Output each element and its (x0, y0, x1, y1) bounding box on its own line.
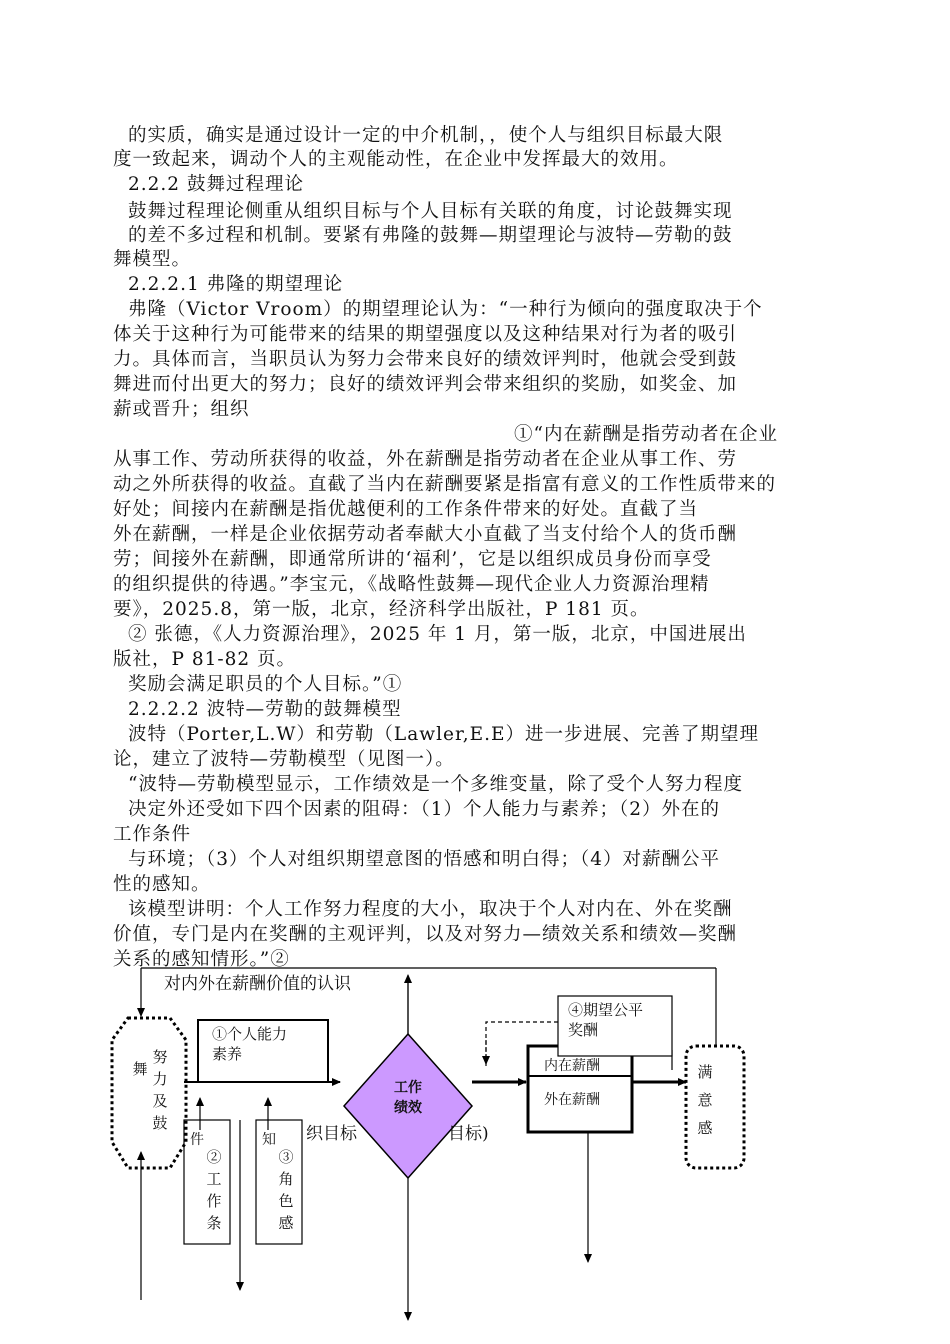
paragraph-line-30: 与环境；（3）个人对组织期望意图的悟感和明白得；（4）对薪酬公平 (128, 849, 721, 870)
footnote-line-6: 的组织提供的待遇。”李宝元，《战略性鼓舞—现代企业人力资源治理精 (113, 574, 710, 595)
extrinsic-reward-label: 外在薪酬 (544, 1092, 600, 1108)
paragraph-line-29: 工作条件 (113, 824, 192, 845)
effort-label-b: 努力及鼓 (152, 1048, 168, 1132)
footnote-line-7: 要》，2025.8，第一版，北京，经济科学出版社，P 181 页。 (113, 599, 650, 620)
paragraph-line-33: 价值，专门是内在奖酬的主观评判，以及对努力—绩效关系和绩效—奖酬 (113, 924, 738, 945)
satisfaction-label: 满意感 (697, 1063, 713, 1137)
paragraph-line-32: 该模型讲明：个人工作努力程度的大小，取决于个人对内在、外在奖酬 (128, 899, 733, 920)
paragraph-line-23: 奖励会满足职员的个人目标。”① (128, 674, 403, 695)
footnote-line-4: 外在薪酬，一样是企业依据劳动者奉献大小直截了当支付给个人的货币酬 (113, 524, 738, 545)
effort-hexagon (112, 1018, 186, 1168)
footnote-line-2: 动之外所获得的收益。直截了当内在薪酬要紧是指富有意义的工作性质带来的 (113, 474, 777, 495)
paragraph-line-31: 性的感知。 (113, 874, 211, 895)
footnote-line-5: 劳；间接外在薪酬，即通常所讲的‘福利’，它是以组织成员身份而享受 (113, 549, 712, 570)
paragraph-line-26: 论，建立了波特—劳勒模型（见图一）。 (113, 749, 455, 770)
role-box-label: ③角色感 (278, 1148, 294, 1232)
paragraph-line-27: “波特—劳勒模型显示，工作绩效是一个多维变量，除了受个人努力程度 (128, 774, 743, 795)
diagram-top-label: 对内外在薪酬价值的认识 (164, 974, 351, 994)
paragraph-line-6: 舞模型。 (113, 249, 192, 270)
paragraph-line-12: 薪或晋升；组织 (113, 399, 250, 420)
paragraph-line-2: 度一致起来，调动个人的主观能动性，在企业中发挥最大的效用。 (113, 149, 679, 170)
satisfaction-box (686, 1046, 744, 1168)
performance-label: 工作 绩效 (394, 1080, 422, 1116)
paragraph-line-34: 关系的感知情形。”② (113, 949, 290, 970)
footnote-line-1: 从事工作、劳动所获得的收益，外在薪酬是指劳动者在企业从事工作、劳 (113, 449, 738, 470)
paragraph-line-9: 体关于这种行为可能带来的结果的期望强度以及这种结果对行为者的吸引 (113, 324, 738, 345)
footnote-line-3: 好处；间接内在薪酬是指优越便利的工作条件带来的好处。直截了当 (113, 499, 699, 520)
footnote-2-line-2: 版社，P 81-82 页。 (113, 649, 297, 670)
paragraph-line-1: 的实质，确实是通过设计一定的中介机制，，使个人与组织目标最大限 (128, 125, 724, 146)
goal-label-1: 织目标 (306, 1124, 357, 1144)
condition-extra-label: 件 (190, 1132, 204, 1148)
paragraph-line-28: 决定外还受如下四个因素的阻碍：（1）个人能力与素养；（2）外在的 (128, 799, 721, 820)
effort-label-a: 舞 (132, 1060, 148, 1078)
paragraph-line-25: 波特（Porter,L.W）和劳勒（Lawler,E.E）进一步进展、完善了期望理 (128, 724, 760, 745)
role-extra-label: 知 (262, 1132, 276, 1148)
paragraph-line-10: 力。具体而言，当职员认为努力会带来良好的绩效评判时，他就会受到鼓 (113, 349, 738, 370)
condition-box-label: ②工作条 (206, 1148, 222, 1232)
paragraph-line-8: 弗隆（Victor Vroom）的期望理论认为：“一种行为倾向的强度取决于个 (128, 299, 763, 320)
section-heading-2-2-2-1: 2.2.2.1 弗隆的期望理论 (128, 274, 344, 295)
section-heading-2-2-2-2: 2.2.2.2 波特—劳勒的鼓舞模型 (128, 699, 402, 720)
footnote-1-start: ①“内在薪酬是指劳动者在企业 (514, 424, 778, 445)
paragraph-line-11: 舞进而付出更大的努力；良好的绩效评判会带来组织的奖励，如奖金、加 (113, 374, 738, 395)
footnote-2-line-1: ② 张德，《人力资源治理》，2025 年 1 月，第一版，北京，中国进展出 (128, 624, 747, 645)
section-heading-2-2-2: 2.2.2 鼓舞过程理论 (128, 174, 304, 195)
fairness-box-label: ④期望公平 奖酬 (568, 1001, 644, 1039)
goal-label-2: 目标) (448, 1124, 489, 1144)
paragraph-line-4: 鼓舞过程理论侧重从组织目标与个人目标有关联的角度，讨论鼓舞实现 (128, 201, 733, 222)
ability-box-label: ①个人能力 素养 (212, 1025, 288, 1063)
intrinsic-reward-label: 内在薪酬 (544, 1058, 600, 1074)
paragraph-line-5: 的差不多过程和机制。要紧有弗隆的鼓舞—期望理论与波特—劳勒的鼓 (128, 225, 733, 246)
